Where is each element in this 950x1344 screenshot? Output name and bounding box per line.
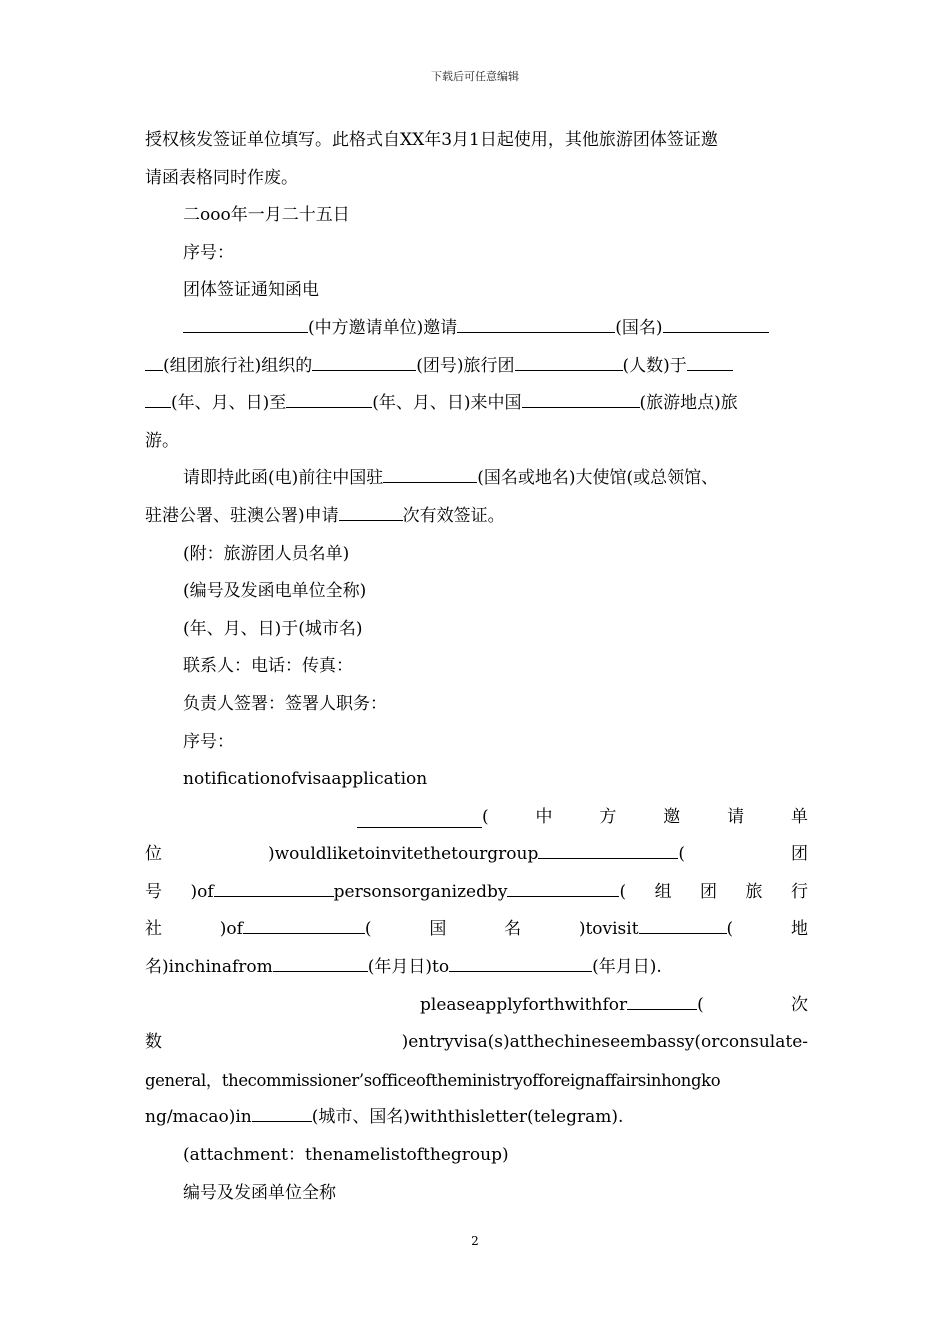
serial-number-label: 序号： xyxy=(183,731,234,752)
blank-field[interactable] xyxy=(145,406,171,408)
blank-field[interactable] xyxy=(449,970,592,972)
page-number: 2 xyxy=(471,1234,479,1248)
form-line: 号 )of personsorganizedby ( 组 团 旅 行 xyxy=(145,881,808,902)
form-line: 请即持此函(电)前往中国驻 (国名或地名)大使馆(或总领馆、 xyxy=(183,468,719,489)
serial-number-label: 序号： xyxy=(183,242,234,263)
form-line: 数 )entryvisa(s)atthechineseembassy(orconsulate- xyxy=(145,1032,808,1053)
attachment-note-cn: (附：旅游团人员名单) xyxy=(183,543,350,564)
blank-field[interactable] xyxy=(286,406,372,408)
blank-field[interactable] xyxy=(663,331,769,333)
page-header: 下载后可任意编辑 xyxy=(431,70,519,83)
blank-field[interactable] xyxy=(214,895,334,897)
date-city-note: (年、月、日)于(城市名) xyxy=(183,618,363,639)
blank-field[interactable] xyxy=(627,1008,697,1010)
text-line: general，thecommissioner’sofficeoftheministryofforeignaffairsinhongko xyxy=(145,1070,721,1090)
form-line: 位 )wouldliketoinvitethetourgroup ( 团 xyxy=(145,844,808,865)
form-line: 驻港公署、驻澳公署)申请 次有效签证。 xyxy=(145,505,505,526)
form-line: (年、月、日)至 (年、月、日)来中国 (旅游地点)旅 xyxy=(145,385,808,423)
signature-line: 负责人签署：签署人职务： xyxy=(183,693,387,714)
blank-field[interactable] xyxy=(273,970,368,972)
blank-field[interactable] xyxy=(522,406,640,408)
blank-field[interactable] xyxy=(183,331,308,333)
notice-title-cn: 团体签证通知函电 xyxy=(183,280,319,301)
blank-field[interactable] xyxy=(538,857,678,859)
blank-field[interactable] xyxy=(639,932,727,934)
text-line: 授权核发签证单位填写。此格式自XX年3月1日起使用，其他旅游团体签证邀 xyxy=(145,130,718,150)
notice-title-en: notificationofvisaapplication xyxy=(183,769,428,790)
blank-field[interactable] xyxy=(357,826,482,828)
document-body xyxy=(145,122,808,1212)
blank-field[interactable] xyxy=(312,369,416,371)
text-line: 请函表格同时作废。 xyxy=(145,167,298,188)
blank-field[interactable] xyxy=(383,481,477,483)
blank-field[interactable] xyxy=(339,519,403,521)
form-line: 社 )of ( 国 名 )tovisit ( 地 xyxy=(145,919,808,940)
sender-note-cn: 编号及发函单位全称 xyxy=(183,1182,336,1203)
text-line: 游。 xyxy=(145,430,179,451)
contact-line: 联系人：电话：传真： xyxy=(183,656,353,677)
blank-field[interactable] xyxy=(252,1120,312,1122)
blank-field[interactable] xyxy=(243,932,365,934)
blank-field[interactable] xyxy=(687,369,733,371)
blank-field[interactable] xyxy=(507,895,619,897)
sender-note-cn: (编号及发函电单位全称) xyxy=(183,581,367,602)
blank-field[interactable] xyxy=(145,369,163,371)
date-line: 二ooo年一月二十五日 xyxy=(183,205,350,226)
form-line: (中方邀请单位)邀请 (国名) xyxy=(145,310,808,348)
spaced-text: ( 中 方 邀 请 单 xyxy=(482,806,808,827)
form-line xyxy=(145,799,808,837)
form-line: ng/macao)in (城市、国名)withthisletter(telegram). xyxy=(145,1107,624,1128)
attachment-note-en: (attachment：thenamelistofthegroup) xyxy=(183,1145,509,1166)
blank-field[interactable] xyxy=(457,331,615,333)
form-line: pleaseapplyforthwithfor ( 次 xyxy=(420,994,808,1015)
form-line: (组团旅行社)组织的 (团号)旅行团 (人数)于 xyxy=(145,348,808,386)
form-line: 名)inchinafrom (年月日)to (年月日). xyxy=(145,957,662,978)
blank-field[interactable] xyxy=(515,369,623,371)
